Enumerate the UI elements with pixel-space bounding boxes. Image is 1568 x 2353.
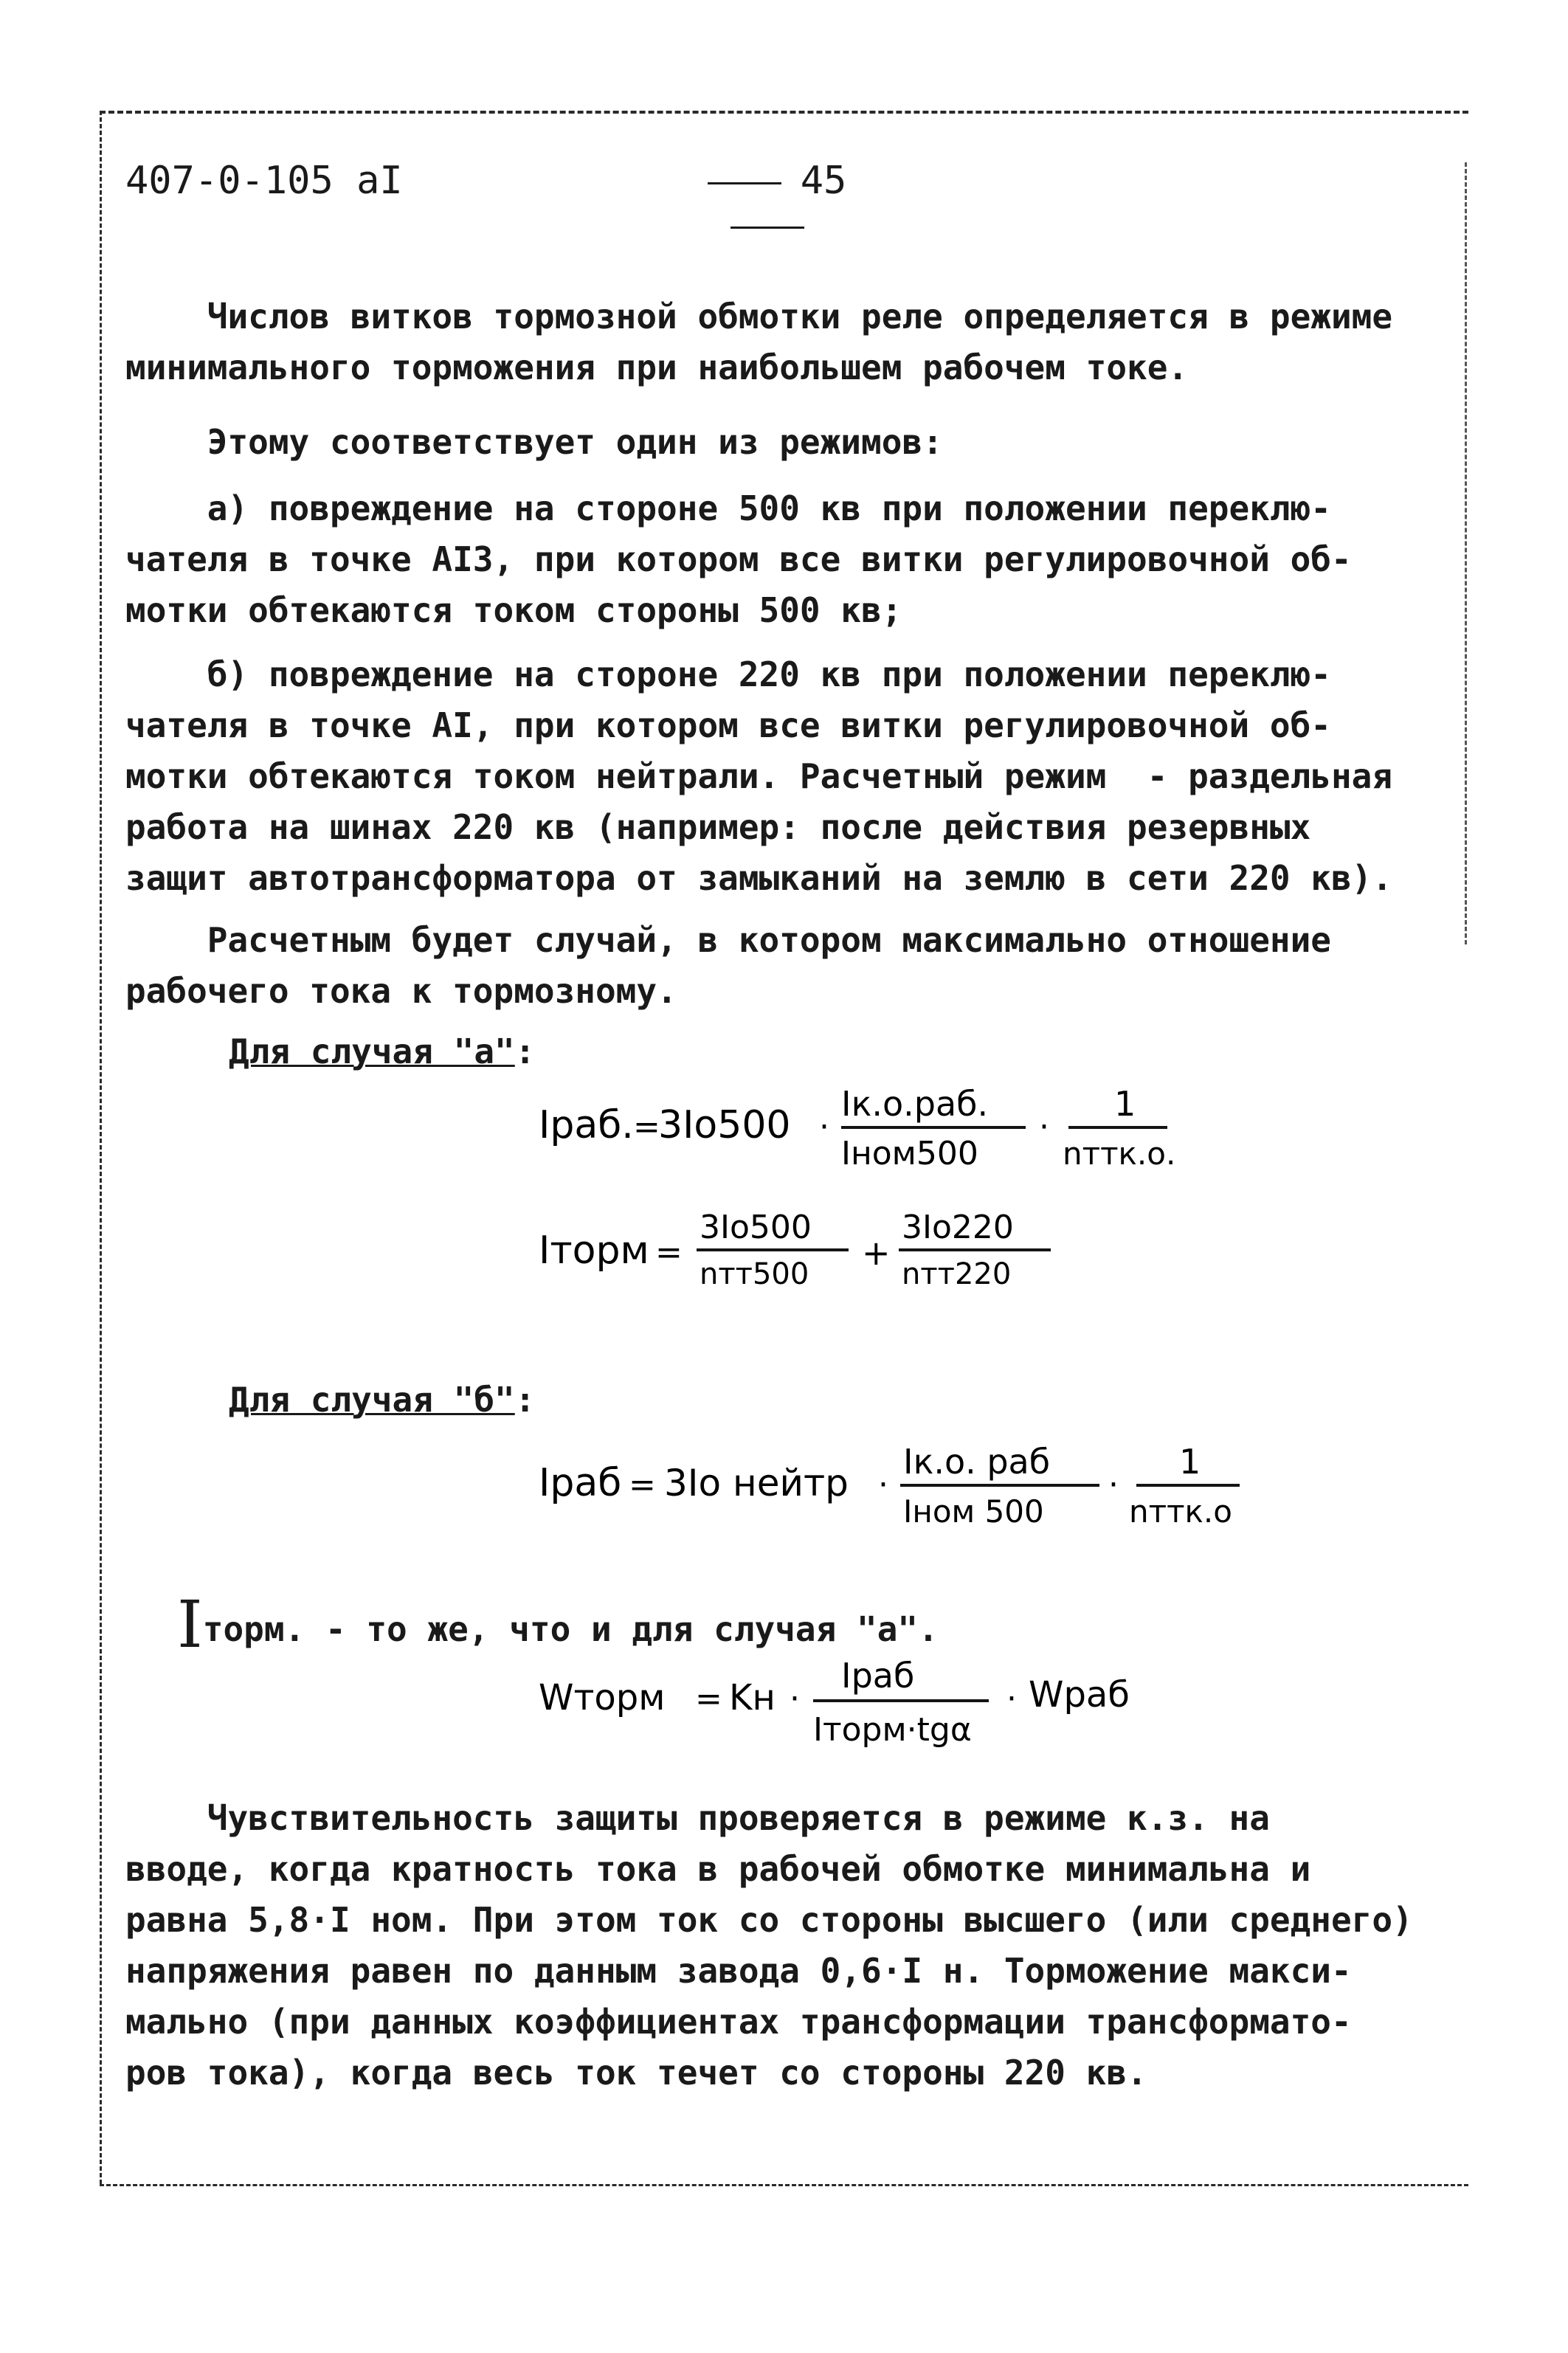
paragraph-winding-count: Числов витков тормозной обмотки реле определяется в режиме минимального торможения при наибольшем рабочем токе. [125, 297, 1393, 387]
f4-kn: Kн [729, 1677, 776, 1718]
f2-lhs: Iторм [539, 1229, 649, 1273]
f2-num2: 3Io220 [902, 1209, 1014, 1246]
f3-dot2: · [1108, 1466, 1119, 1504]
case-b-label-text: Для случая "б" [229, 1380, 515, 1420]
frame-top-border [100, 111, 1468, 114]
f4-dot2: · [1006, 1680, 1017, 1718]
f3-coef: 3Io нейтр [664, 1462, 849, 1504]
f1-eq: = [633, 1108, 660, 1146]
f1-num: Iк.о.раб. [841, 1084, 989, 1124]
f4-lhs: Wторм [539, 1677, 666, 1718]
f2-den1: nтт500 [700, 1257, 809, 1291]
f3-eq: = [629, 1466, 656, 1504]
f3-den: Iном 500 [903, 1493, 1044, 1530]
torm-text: - то же, что и для случая "а". [305, 1609, 939, 1649]
page-number [635, 159, 900, 247]
f2-den2: nтт220 [902, 1257, 1012, 1291]
case-b-label [229, 1380, 535, 1420]
doc-code: 407-0-105 аI [125, 159, 403, 203]
f1-den2: nттк.о. [1063, 1136, 1176, 1172]
case-a-label [229, 1032, 535, 1071]
paragraph-modes-intro: Этому соответствует один из режимов: [125, 422, 943, 462]
f1-lhs: Iраб. [539, 1103, 634, 1147]
paragraph-design-case: Расчетным будет случай, в котором максимально отношение рабочего тока к тормозному. [125, 920, 1331, 1011]
formula-i-rab-case-a [539, 1070, 1262, 1188]
f3-dot: · [878, 1466, 888, 1504]
f4-tail: Wраб [1029, 1674, 1130, 1715]
formula-i-torm [539, 1195, 1099, 1306]
frame-left-border [100, 111, 102, 2184]
f3-lhs: Iраб [539, 1461, 622, 1505]
f4-den: Iторм·tgα [813, 1711, 972, 1749]
f3-num: Iк.о. раб [903, 1442, 1051, 1482]
torm-symbol: I [177, 1586, 203, 1662]
f2-plus: + [862, 1233, 891, 1273]
case-a-label-text: Для случая "а" [229, 1032, 515, 1071]
paragraph-mode-b: б) повреждение на стороне 220 кв при положении переклю- чателя в точке AI, при котором все витки регулировочной об- мотки обтекаются током нейтрали. Расчетный режим - раздельная работа на шинах 220 кв (например: после действия резервных защит автотрансформатора от замыканий на землю в сети 220 кв). [125, 654, 1393, 898]
f1-num2: 1 [1114, 1084, 1136, 1124]
paragraph-mode-a: а) повреждение на стороне 500 кв при положении переклю- чателя в точке AI3, при котором все витки регулировочной об- мотки обтекаются током стороны 500 кв; [125, 488, 1352, 630]
formula-i-rab-case-b [539, 1428, 1291, 1546]
f3-den2: nттк.о [1129, 1493, 1232, 1530]
paragraph-sensitivity: Чувствительность защиты проверяется в режиме к.з. на вводе, когда кратность тока в рабочей обмотке минимальна и равна 5,8·I ном. При этом ток со стороны высшего (или среднего) напряжения равен по данным завода 0,6·I н. Торможение макси- мально (при данных коэффициентах трансформации трансформато- ров тока), когда весь ток течет со стороны 220 кв. [125, 1798, 1413, 2093]
f4-num: Iраб [841, 1656, 915, 1696]
f4-dot: · [790, 1680, 800, 1718]
f1-den: Iном500 [841, 1135, 978, 1172]
f1-coef: 3Io500 [658, 1103, 791, 1147]
case-a-colon: : [514, 1032, 536, 1071]
torm-subscript: торм. [202, 1609, 305, 1649]
f1-dot: · [819, 1108, 829, 1146]
f3-num2: 1 [1179, 1442, 1201, 1482]
f2-eq: = [655, 1234, 683, 1271]
page-number-text: 45 [800, 159, 847, 203]
frame-bottom-border [100, 2184, 1468, 2186]
dash-left [708, 182, 781, 184]
f1-dot2: · [1039, 1108, 1049, 1146]
f2-num1: 3Io500 [700, 1209, 812, 1246]
formula-w-torm [539, 1649, 1203, 1775]
dash-right [731, 227, 804, 229]
case-b-colon: : [514, 1380, 536, 1420]
frame-right-border [1465, 162, 1467, 944]
f4-eq: = [695, 1680, 722, 1718]
